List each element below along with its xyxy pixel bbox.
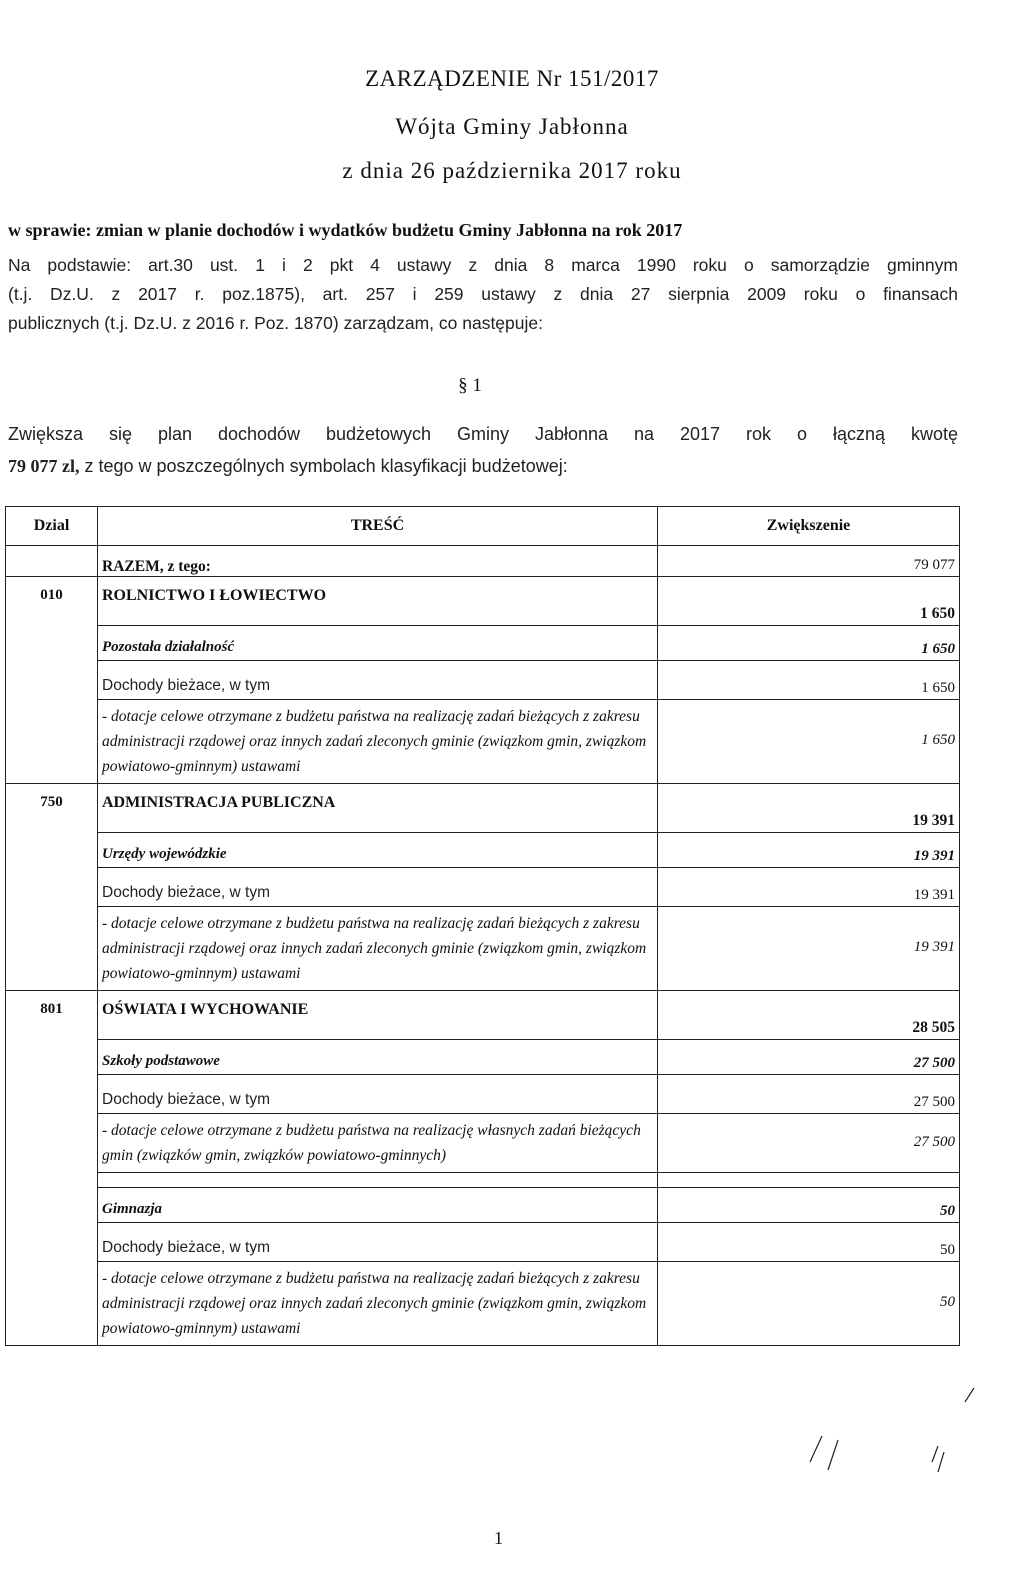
dotacje-amount: 19 391 bbox=[658, 907, 960, 991]
dzial-code: 801 bbox=[6, 991, 98, 1346]
document-title: ZARZĄDZENIE Nr 151/2017 bbox=[365, 66, 659, 91]
header-zwiekszenie: Zwiększenie bbox=[658, 507, 960, 546]
dzial-name: OŚWIATA I WYCHOWANIE bbox=[98, 991, 658, 1040]
dotacje-label: - dotacje celowe otrzymane z budżetu państwa na realizację zadań bieżących z zakresu administracji rządowej oraz innych zadań zleconych gminie (związkom gmin, związkom powiatowo-gminnym) ustawami bbox=[98, 700, 658, 784]
legal-basis-line: publicznych (t.j. Dz.U. z 2016 r. Poz. 1870) zarządzam, co następuje: bbox=[8, 313, 543, 333]
dotacje-amount: 50 bbox=[658, 1262, 960, 1346]
rozdzial-amount: 19 391 bbox=[658, 833, 960, 868]
dochody-label: Dochody bieżace, w tym bbox=[98, 868, 658, 907]
handwritten-mark bbox=[932, 1446, 944, 1472]
dochody-amount: 50 bbox=[658, 1223, 960, 1262]
dzial-name: ROLNICTWO I ŁOWIECTWO bbox=[98, 577, 658, 626]
rozdzial-amount: 50 bbox=[658, 1188, 960, 1223]
dotacje-label: - dotacje celowe otrzymane z budżetu państwa na realizację zadań bieżących z zakresu administracji rządowej oraz innych zadań zleconych gminie (związkom gmin, związkom powiatowo-gminnym) ustawami bbox=[98, 1262, 658, 1346]
total-amount: 79 077 bbox=[658, 546, 960, 577]
rozdzial-amount: 1 650 bbox=[658, 626, 960, 661]
page-number: 1 bbox=[494, 1528, 503, 1548]
dochody-amount: 19 391 bbox=[658, 868, 960, 907]
dzial-amount: 1 650 bbox=[658, 577, 960, 626]
rozdzial-name: Szkoły podstawowe bbox=[98, 1040, 658, 1075]
rozdzial-name: Urzędy wojewódzkie bbox=[98, 833, 658, 868]
header-tresc: TREŚĆ bbox=[98, 507, 658, 546]
dochody-label: Dochody bieżace, w tym bbox=[98, 1223, 658, 1262]
dotacje-amount: 27 500 bbox=[658, 1114, 960, 1173]
header-dzial: Dzial bbox=[6, 507, 98, 546]
legal-basis-line: (t.j. Dz.U. z 2017 r. poz.1875), art. 257 i 259 ustawy z dnia 27 sierpnia 2009 roku o finansach bbox=[8, 284, 958, 304]
document-issuer: Wójta Gminy Jabłonna bbox=[395, 114, 629, 139]
intro-line: Zwiększa się plan dochodów budżetowych Gminy Jabłonna na 2017 rok o łączną kwotę bbox=[8, 424, 958, 444]
dochody-label: Dochody bieżace, w tym bbox=[98, 661, 658, 700]
document-date: z dnia 26 października 2017 roku bbox=[342, 158, 682, 183]
dzial-amount: 28 505 bbox=[658, 991, 960, 1040]
intro-amount: 79 077 zl, bbox=[8, 456, 80, 476]
document-subject: w sprawie: zmian w planie dochodów i wydatków budżetu Gminy Jabłonna na rok 2017 bbox=[8, 220, 683, 240]
dochody-amount: 1 650 bbox=[658, 661, 960, 700]
legal-basis-line: Na podstawie: art.30 ust. 1 i 2 pkt 4 ustawy z dnia 8 marca 1990 roku o samorządzie gminnym bbox=[8, 255, 958, 275]
total-label: RAZEM, z tego: bbox=[98, 546, 658, 577]
paragraph-mark: § 1 bbox=[458, 375, 482, 396]
dotacje-label: - dotacje celowe otrzymane z budżetu państwa na realizację własnych zadań bieżących gmin (związków gmin, związków powiatowo-gminnych) bbox=[98, 1114, 658, 1173]
dzial-code: 750 bbox=[6, 784, 98, 991]
dzial-code: 010 bbox=[6, 577, 98, 784]
dzial-name: ADMINISTRACJA PUBLICZNA bbox=[98, 784, 658, 833]
handwritten-mark bbox=[965, 1388, 974, 1402]
handwritten-mark bbox=[810, 1436, 838, 1470]
dzial-amount: 19 391 bbox=[658, 784, 960, 833]
rozdzial-name: Gimnazja bbox=[98, 1188, 658, 1223]
rozdzial-name: Pozostała działalność bbox=[98, 626, 658, 661]
dochody-amount: 27 500 bbox=[658, 1075, 960, 1114]
dotacje-amount: 1 650 bbox=[658, 700, 960, 784]
dotacje-label: - dotacje celowe otrzymane z budżetu państwa na realizację zadań bieżących z zakresu administracji rządowej oraz innych zadań zleconych gminie (związkom gmin, związkom powiatowo-gminnym) ustawami bbox=[98, 907, 658, 991]
intro-line-rest: z tego w poszczególnych symbolach klasyfikacji budżetowej: bbox=[79, 456, 568, 476]
dochody-label: Dochody bieżace, w tym bbox=[98, 1075, 658, 1114]
rozdzial-amount: 27 500 bbox=[658, 1040, 960, 1075]
